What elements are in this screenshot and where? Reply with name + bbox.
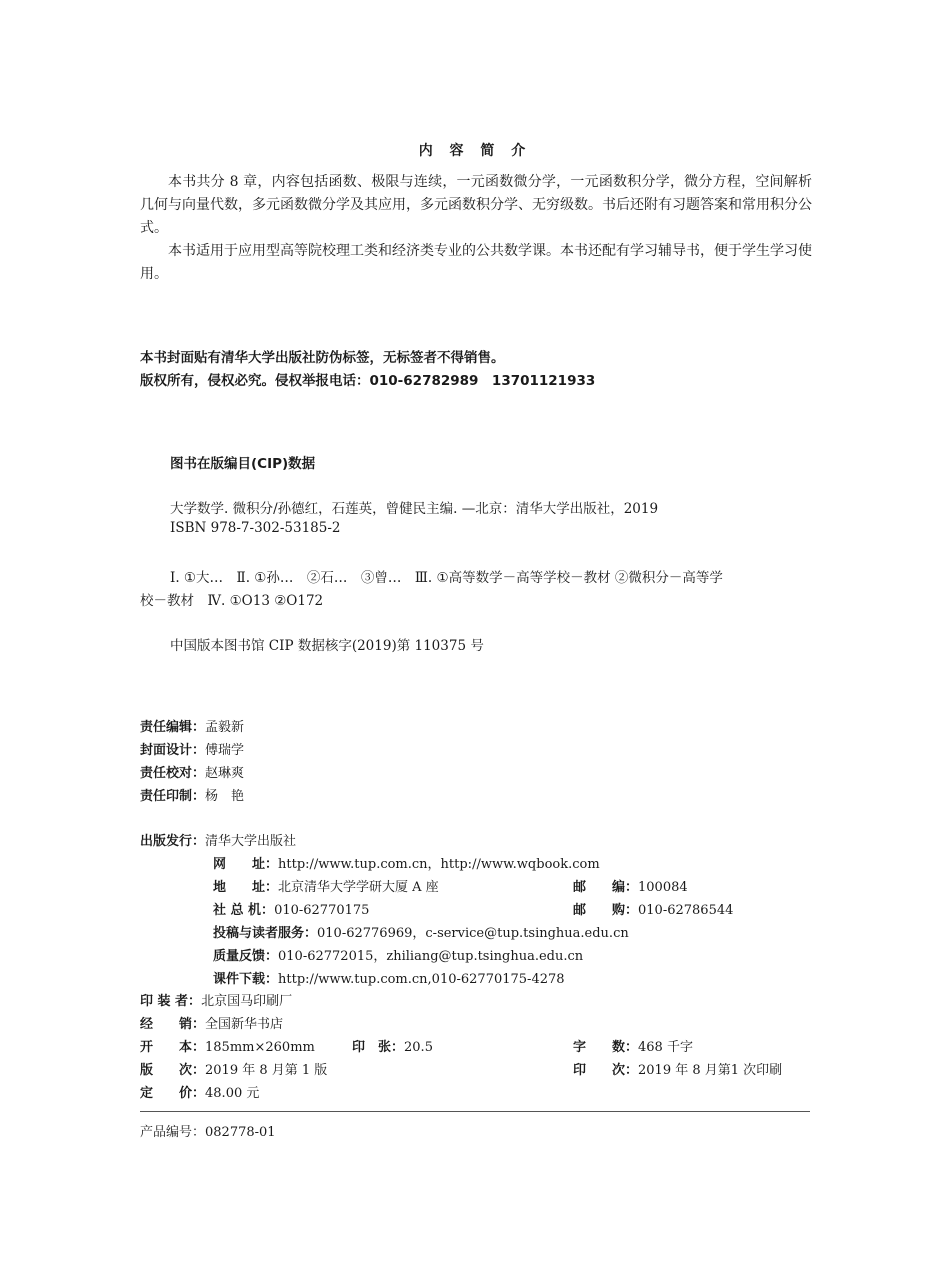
edition-label: 版 次： bbox=[140, 1063, 206, 1078]
format-label: 开 本： bbox=[140, 1040, 206, 1055]
intro-paragraph-1: 本书共分 8 章，内容包括函数、极限与连续，一元函数微分学，一元函数积分学，微分方程，空间解析几何与向量代数，多元函数微分学及其应用，多元函数积分学、无穷级数。书后还附有习题答案和常用积分公式。 bbox=[140, 174, 812, 236]
publisher-label: 出版发行： bbox=[140, 834, 206, 849]
cip-core-number: 中国版本图书馆 CIP 数据核字(2019)第 110375 号 bbox=[170, 638, 484, 654]
impression-row bbox=[573, 1059, 782, 1078]
distributor-row bbox=[140, 1013, 283, 1032]
quality-feedback-value: 010-62772015，zhiliang@tup.tsinghua.edu.cn bbox=[278, 949, 584, 964]
mail-order-value: 010-62786544 bbox=[638, 903, 734, 918]
edition-value: 2019 年 8 月第 1 版 bbox=[205, 1063, 328, 1078]
anti-counterfeit-notice: 本书封面贴有清华大学出版社防伪标签，无标签者不得销售。 bbox=[140, 350, 505, 366]
publisher-row bbox=[140, 830, 296, 849]
editor-row bbox=[140, 716, 244, 735]
impression-value: 2019 年 8 月第1 次印刷 bbox=[638, 1063, 783, 1078]
courseware-value: http://www.tup.com.cn,010-62770175-4278 bbox=[278, 972, 565, 987]
switchboard-row bbox=[213, 899, 369, 918]
address-value: 北京清华大学学研大厦 A 座 bbox=[278, 880, 439, 895]
cip-heading: 图书在版编目(CIP)数据 bbox=[170, 456, 316, 472]
address-row bbox=[213, 876, 439, 895]
quality-feedback-label: 质量反馈： bbox=[213, 949, 279, 964]
reader-service-row bbox=[213, 922, 629, 941]
copyright-notice: 版权所有，侵权必究。侵权举报电话：010-62782989 13701121933 bbox=[140, 373, 596, 389]
product-code-value: 082778-01 bbox=[205, 1125, 276, 1140]
editor-label: 责任编辑： bbox=[140, 720, 206, 735]
reader-service-value: 010-62776969，c-service@tup.tsinghua.edu.cn bbox=[317, 926, 629, 941]
address-label: 地 址： bbox=[213, 880, 279, 895]
website-label: 网 址： bbox=[213, 857, 279, 872]
intro-paragraph-2: 本书适用于应用型高等院校理工类和经济类专业的公共数学课。本书还配有学习辅导书，便于学生学习使用。 bbox=[140, 243, 812, 282]
switchboard-label: 社 总 机： bbox=[213, 903, 275, 918]
printer-value: 北京国马印刷厂 bbox=[201, 994, 293, 1009]
sheets-label: 印 张： bbox=[352, 1040, 405, 1055]
distributor-label: 经 销： bbox=[140, 1017, 206, 1032]
cip-title-line: 大学数学. 微积分/孙德红，石莲英，曾健民主编. —北京：清华大学出版社，2019 bbox=[170, 501, 659, 517]
mail-order-label: 邮 购： bbox=[573, 903, 639, 918]
website-row bbox=[213, 853, 600, 872]
courseware-label: 课件下载： bbox=[213, 972, 279, 987]
editor-value: 孟毅新 bbox=[205, 720, 245, 735]
impression-label: 印 次： bbox=[573, 1063, 639, 1078]
sheets-row bbox=[352, 1036, 433, 1055]
intro-title: 内 容 简 介 bbox=[418, 143, 532, 159]
product-code-label: 产品编号： bbox=[140, 1125, 206, 1140]
zip-row bbox=[573, 876, 688, 895]
distributor-value: 全国新华书店 bbox=[205, 1017, 284, 1032]
cip-classification-line-2: 校－教材 Ⅳ. ①O13 ②O172 bbox=[140, 593, 324, 609]
publisher-value: 清华大学出版社 bbox=[205, 834, 297, 849]
product-code-row bbox=[140, 1121, 276, 1140]
editor-row bbox=[140, 785, 244, 804]
word-count-label: 字 数： bbox=[573, 1040, 639, 1055]
price-label: 定 价： bbox=[140, 1086, 206, 1101]
printer-row bbox=[140, 990, 292, 1009]
zip-value: 100084 bbox=[638, 880, 688, 895]
editor-label: 责任印制： bbox=[140, 789, 206, 804]
cip-isbn: ISBN 978-7-302-53185-2 bbox=[170, 520, 341, 536]
printer-label: 印 装 者： bbox=[140, 994, 202, 1009]
editor-row bbox=[140, 762, 244, 781]
sheets-value: 20.5 bbox=[404, 1040, 433, 1055]
quality-feedback-row bbox=[213, 945, 583, 964]
edition-row bbox=[140, 1059, 327, 1078]
courseware-row bbox=[213, 968, 565, 987]
price-row bbox=[140, 1082, 259, 1101]
format-row bbox=[140, 1036, 315, 1055]
editor-value: 赵琳爽 bbox=[205, 766, 245, 781]
reader-service-label: 投稿与读者服务： bbox=[213, 926, 318, 941]
word-count-row bbox=[573, 1036, 693, 1055]
divider-line bbox=[140, 1111, 810, 1112]
price-value: 48.00 元 bbox=[205, 1086, 260, 1101]
editor-value: 傅瑞学 bbox=[205, 743, 245, 758]
editor-label: 责任校对： bbox=[140, 766, 206, 781]
switchboard-value: 010-62770175 bbox=[274, 903, 370, 918]
website-value: http://www.tup.com.cn，http://www.wqbook.com bbox=[278, 857, 600, 872]
cip-classification-line-1: Ⅰ. ①大… Ⅱ. ①孙… ②石… ③曾… Ⅲ. ①高等数学－高等学校－教材 ②微积分－高等学 bbox=[170, 570, 723, 586]
format-value: 185mm×260mm bbox=[205, 1040, 315, 1055]
word-count-value: 468 千字 bbox=[638, 1040, 693, 1055]
zip-label: 邮 编： bbox=[573, 880, 639, 895]
editor-value: 杨 艳 bbox=[205, 789, 245, 804]
editor-label: 封面设计： bbox=[140, 743, 206, 758]
mail-order-row bbox=[573, 899, 733, 918]
editor-row bbox=[140, 739, 244, 758]
